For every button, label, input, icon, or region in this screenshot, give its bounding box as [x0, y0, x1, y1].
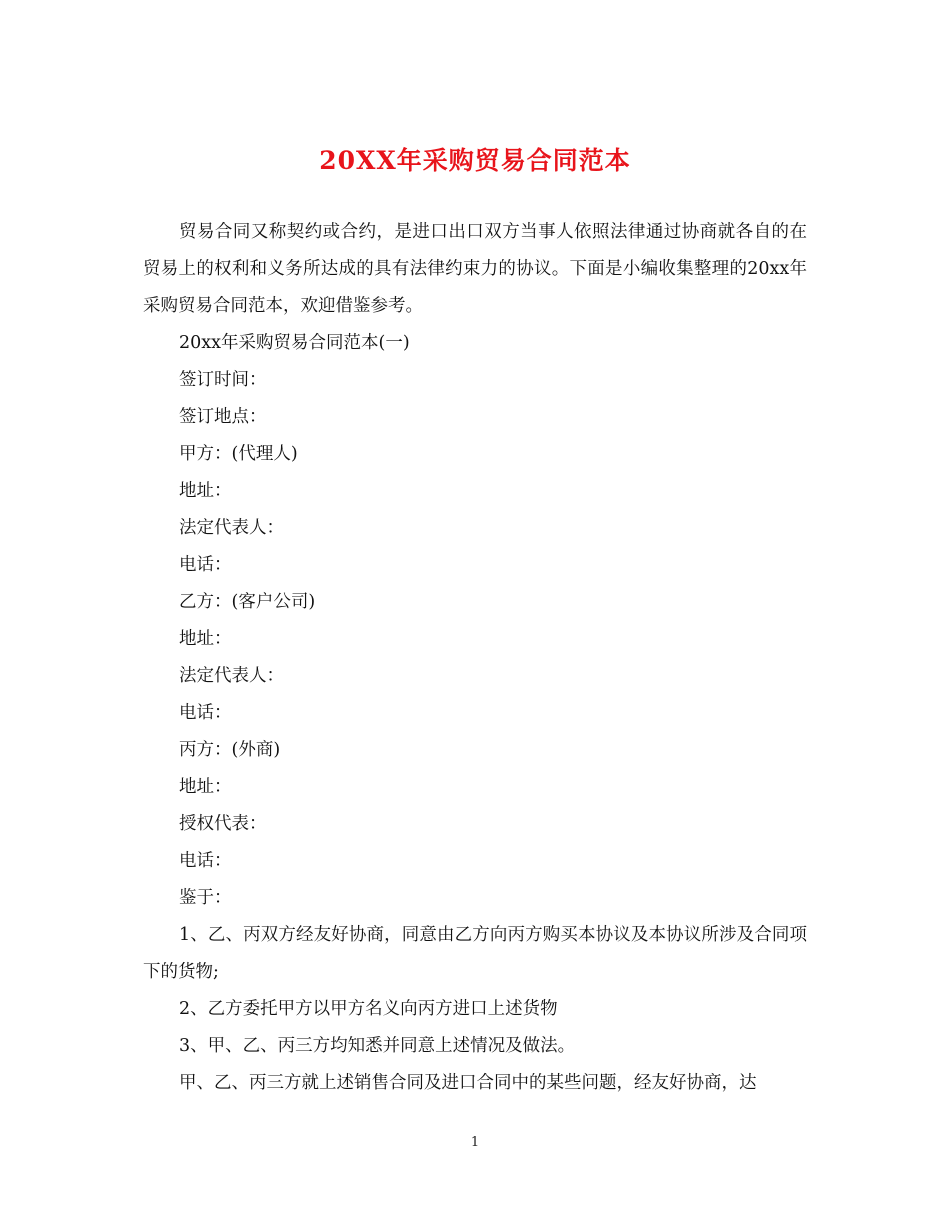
party-a-representative: 法定代表人： — [179, 518, 284, 538]
party-b-label: 乙方：(客户公司) — [179, 592, 316, 612]
party-c-representative: 授权代表： — [179, 814, 267, 834]
sign-place-field: 签订地点： — [179, 407, 267, 427]
section-heading: 20xx年采购贸易合同范本(一) — [179, 333, 410, 353]
intro-paragraph: 贸易合同又称契约或合约，是进口出口双方当事人依照法律通过协商就各自的在贸易上的权利和义务所达成的具有法律约束力的协议。下面是小编收集整理的20xx年采购贸易合同范本，欢迎借鉴参考。 — [143, 222, 807, 316]
party-c-phone: 电话： — [179, 851, 232, 871]
party-b-representative: 法定代表人： — [179, 666, 284, 686]
party-b-phone: 电话： — [179, 703, 232, 723]
whereas-label: 鉴于： — [179, 888, 232, 908]
party-a-label: 甲方：(代理人) — [179, 444, 298, 464]
party-a-phone: 电话： — [179, 555, 232, 575]
page-title: 20XX年采购贸易合同范本 — [319, 146, 631, 175]
party-c-address: 地址： — [179, 777, 232, 797]
clause-2: 2、乙方委托甲方以甲方名义向丙方进口上述货物 — [179, 999, 558, 1019]
closing-paragraph: 甲、乙、丙三方就上述销售合同及进口合同中的某些问题，经友好协商，达 — [179, 1073, 757, 1093]
party-c-label: 丙方：(外商) — [179, 740, 281, 760]
sign-time-field: 签订时间： — [179, 370, 267, 390]
document-body — [143, 214, 807, 1102]
page-number: 1 — [470, 1135, 480, 1150]
clause-3: 3、甲、乙、丙三方均知悉并同意上述情况及做法。 — [179, 1036, 576, 1056]
clause-1: 1、乙、丙双方经友好协商，同意由乙方向丙方购买本协议及本协议所涉及合同项下的货物; — [143, 925, 807, 982]
party-b-address: 地址： — [179, 629, 232, 649]
party-a-address: 地址： — [179, 481, 232, 501]
